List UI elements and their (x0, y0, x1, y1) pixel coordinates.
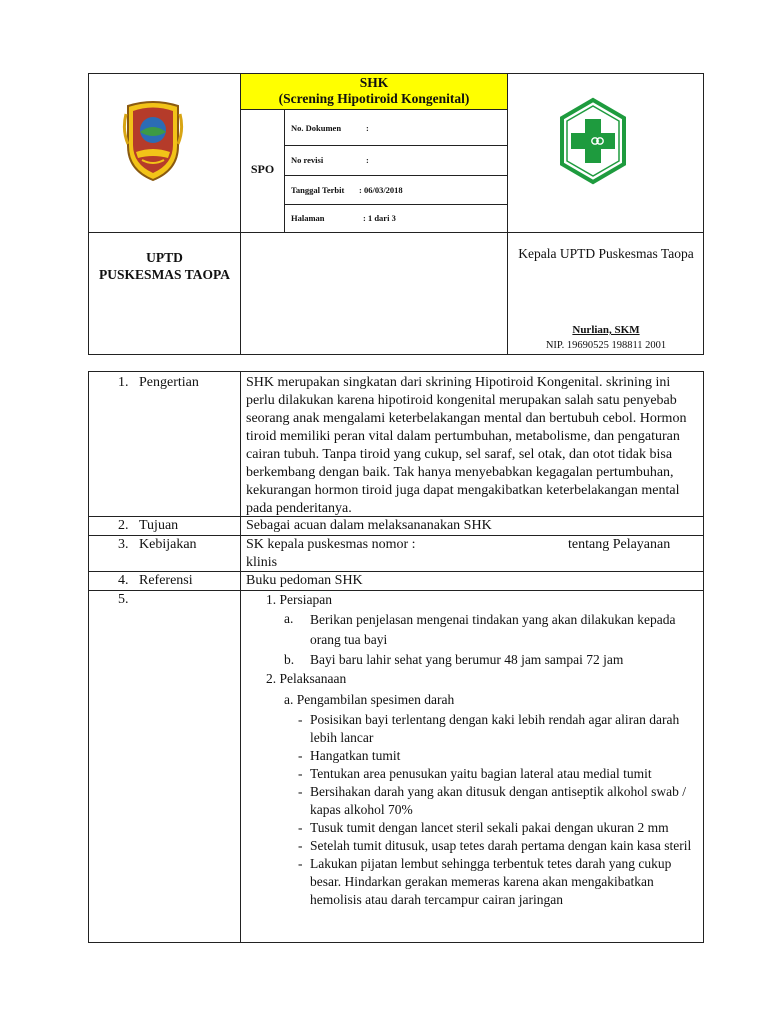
meta-value-tanggal: : 06/03/2018 (359, 185, 403, 195)
meta-value-dokumen: : (366, 123, 369, 133)
step-persiapan-a: Berikan penjelasan mengenai tindakan yang akan dilakukan kepada orang tua bayi (310, 612, 676, 647)
kebijakan-text: SK kepala puskesmas nomor : tentang Pelayanan klinis (246, 537, 671, 570)
list-item: - Tentukan area penusukan yaitu bagian lateral atau medial tumit (298, 765, 696, 783)
meta-value-halaman: : 1 dari 3 (363, 213, 396, 223)
unit-name: UPTD PUSKESMAS TAOPA (99, 250, 230, 282)
meta-value-revisi: : (366, 155, 369, 165)
head-name: Nurlian, SKM (572, 324, 640, 336)
list-item: - Bersihakan darah yang akan ditusuk dengan antiseptik alkohol swab / kapas alkohol 70% (298, 783, 696, 819)
meta-row-tanggal: Tanggal Terbit (291, 185, 345, 195)
title-banner (241, 74, 507, 109)
list-item: - Posisikan bayi terlentang dengan kaki lebih rendah agar aliran darah lebih lancar (298, 711, 696, 747)
tujuan-text: Sebagai acuan dalam melaksananakan SHK (246, 518, 492, 533)
step-pelaksanaan: 2. Pelaksanaan (266, 671, 347, 686)
list-item: - Hangatkan tumit (298, 747, 696, 765)
meta-row-revisi: No revisi (291, 155, 324, 165)
list-item: - Tusuk tumit dengan lancet steril sekali pakai dengan ukuran 2 mm (298, 819, 696, 837)
step-persiapan-a-mark: a. (284, 611, 294, 626)
doc-subtitle: (Screning Hipotiroid Kongenital) (278, 91, 470, 106)
referensi-text: Buku pedoman SHK (246, 573, 363, 588)
meta-row-dokumen: No. Dokumen (291, 123, 342, 133)
step-pengambilan: a. Pengambilan spesimen darah (284, 692, 455, 707)
head-title: Kepala UPTD Puskesmas Taopa (518, 246, 694, 261)
head-nip: NIP. 19690525 198811 2001 (545, 340, 667, 351)
section-label-pengertian: 1. Pengertian (118, 375, 199, 390)
meta-row-halaman: Halaman (291, 213, 325, 223)
section-label-kebijakan: 3. Kebijakan (118, 537, 197, 552)
doc-title: SHK (359, 75, 389, 90)
list-item: - Lakukan pijatan lembut sehingga terbentuk tetes darah yang cukup besar. Hindarkan gerakan memeras karena akan mengakibatkan hemolisis atau darah tercampur cairan jaringan (298, 855, 696, 909)
puskesmas-logo (558, 97, 628, 185)
section-label-tujuan: 2. Tujuan (118, 518, 179, 533)
spo-label: SPO (250, 162, 275, 176)
pengertian-text: SHK merupakan singkatan dari skrining Hipotiroid Kongenital. skrining ini perlu dilakukan karena hipotiroid kongenital merupakan salah satu penyebab seorang anak mengalami keterbelakangan mental dan bertubuh cebol. Hormon tiroid memiliki peran vital dalam pertumbuhan, metabolisme, dan pengaturan cairan tubuh. Tanpa tiroid yang cukup, sel saraf, sel otak, dan otot tidak bisa berkembang dengan baik. Tak hanya menyebabkan kegagalan pertumbuhan, kekurangan hormon tiroid juga dapat mengakibatkan keterbelakangan mental pada penderitanya. (246, 375, 687, 516)
pengambilan-steps-list (298, 711, 696, 909)
step-persiapan-b-mark: b. (284, 652, 295, 667)
step-persiapan-b: Bayi baru lahir sehat yang berumur 48 jam sampai 72 jam (310, 652, 624, 667)
regency-emblem-logo (120, 100, 186, 182)
step-persiapan: 1. Persiapan (266, 592, 332, 607)
section-label-prosedur: 5. (118, 592, 129, 607)
list-item: - Setelah tumit ditusuk, usap tetes darah pertama dengan kain kasa steril (298, 837, 696, 855)
section-label-referensi: 4. Referensi (118, 573, 193, 588)
